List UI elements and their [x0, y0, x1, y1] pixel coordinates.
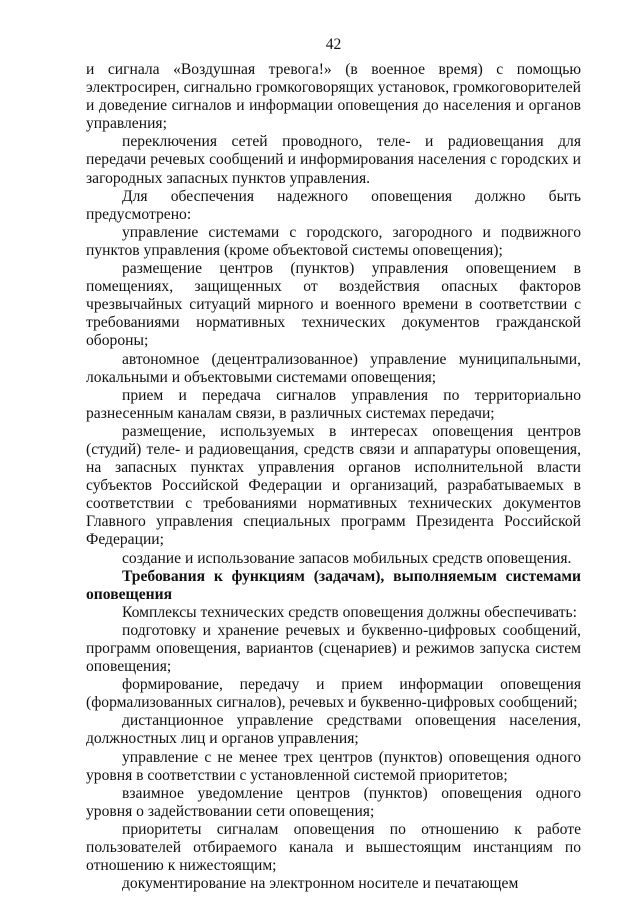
page-number: 42 — [325, 36, 342, 53]
paragraph: Для обеспечения надежного оповещения должно быть предусмотрено: — [86, 187, 581, 223]
paragraph: и сигнала «Воздушная тревога!» (в военное время) с помощью электросирен, сигнально громкоговорящих установок, громкоговорителей и доведение сигналов и информации оповещения до населения и органов управления; — [86, 61, 581, 133]
paragraph: подготовку и хранение речевых и буквенно-цифровых сообщений, программ оповещения, вариантов (сценариев) и режимов запуска систем оповещения; — [86, 621, 581, 676]
section-heading: Требования к функциям (задачам), выполняемым системами оповещения — [86, 567, 581, 603]
paragraph: прием и передача сигналов управления по территориально разнесенным каналам связи, в различных системах передачи; — [86, 386, 581, 422]
paragraph: Комплексы технических средств оповещения должны обеспечивать: — [122, 603, 577, 621]
paragraph: взаимное уведомление центров (пунктов) оповещения одного уровня о задействовании сети оповещения; — [86, 784, 581, 820]
paragraph: приоритеты сигналам оповещения по отношению к работе пользователей отбираемого канала и вышестоящим инстанциям по отношению к нижестоящим; — [86, 820, 581, 875]
paragraph: формирование, передачу и прием информации оповещения (формализованных сигналов), речевых и буквенно-цифровых сообщений; — [86, 676, 581, 712]
page-body — [86, 61, 581, 893]
paragraph: управление с не менее трех центров (пунктов) оповещения одного уровня в соответствии с установленной системой приоритетов; — [86, 748, 581, 784]
paragraph: документирование на электронном носителе и печатающем — [122, 875, 519, 893]
paragraph: управление системами с городского, загородного и подвижного пунктов управления (кроме объектовой системы оповещения); — [86, 223, 581, 259]
paragraph: размещение, используемых в интересах оповещения центров (студий) теле- и радиовещания, средств связи и аппаратуры оповещения, на запасных пунктах управления органов исполнительной власти субъектов Российской Федерации и организаций, разрабатываемых в соответствии с требованиями нормативных технических документов Главного управления специальных программ Президента Российской Федерации; — [86, 422, 581, 549]
paragraph: автономное (децентрализованное) управление муниципальными, локальными и объектовыми системами оповещения; — [86, 350, 581, 386]
paragraph: дистанционное управление средствами оповещения населения, должностных лиц и органов управления; — [86, 712, 581, 748]
paragraph: переключения сетей проводного, теле- и радиовещания для передачи речевых сообщений и информирования населения с городских и загородных запасных пунктов управления. — [86, 133, 581, 187]
paragraph: создание и использование запасов мобильных средств оповещения. — [122, 549, 572, 567]
paragraph: размещение центров (пунктов) управления оповещением в помещениях, защищенных от воздействия опасных факторов чрезвычайных ситуаций мирного и военного времени в соответствии с требованиями нормативных технических документов гражданской обороны; — [86, 260, 581, 350]
